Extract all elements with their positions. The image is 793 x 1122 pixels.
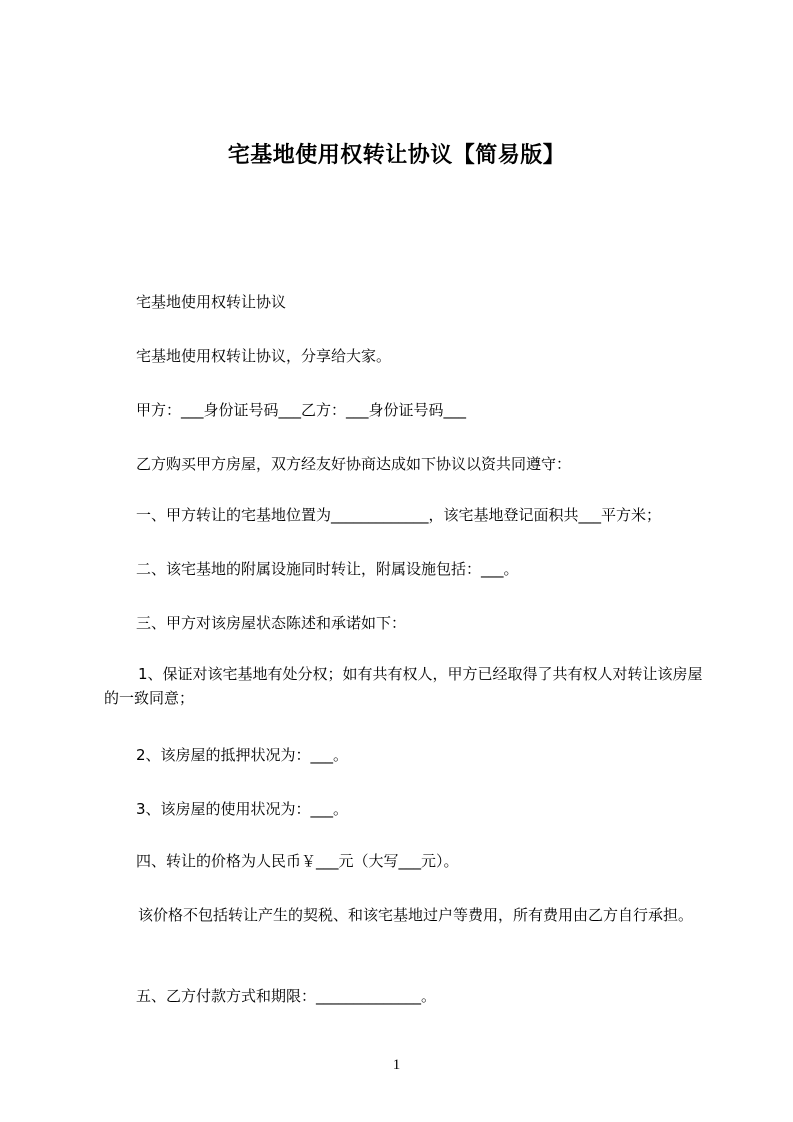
clause-3-item-3: 3、该房屋的使用状况为：___。	[136, 800, 349, 818]
paragraph-intro: 宅基地使用权转让协议，分享给大家。	[136, 347, 392, 365]
clause-5: 五、乙方付款方式和期限：______________。	[136, 987, 437, 1005]
clause-3-item-2: 2、该房屋的抵押状况为：___。	[136, 746, 349, 764]
clause-4-note: 该价格不包括转让产生的契税、和该宅基地过户等费用，所有费用由乙方自行承担。	[138, 906, 694, 924]
clause-4: 四、转让的价格为人民币￥___元（大写___元）。	[136, 852, 459, 870]
clause-1: 一、甲方转让的宅基地位置为_____________，该宅基地登记面积共___平方米；	[136, 506, 662, 524]
page-number: 1	[392, 1057, 401, 1073]
clause-2: 二、该宅基地的附属设施同时转让，附属设施包括：___。	[136, 560, 519, 578]
clause-3: 三、甲方对该房屋状态陈述和承诺如下：	[136, 614, 407, 632]
paragraph-preamble: 乙方购买甲方房屋，双方经友好协商达成如下协议以资共同遵守：	[136, 455, 572, 473]
paragraph-heading: 宅基地使用权转让协议	[136, 293, 287, 311]
clause-3-item-1: 1、保证对该宅基地有处分权；如有共有权人，甲方已经取得了共有权人对转让该房屋的一致同意；	[104, 665, 703, 707]
paragraph-parties: 甲方：___身份证号码___乙方：___身份证号码___	[136, 401, 467, 419]
document-title: 宅基地使用权转让协议【简易版】	[227, 143, 566, 168]
